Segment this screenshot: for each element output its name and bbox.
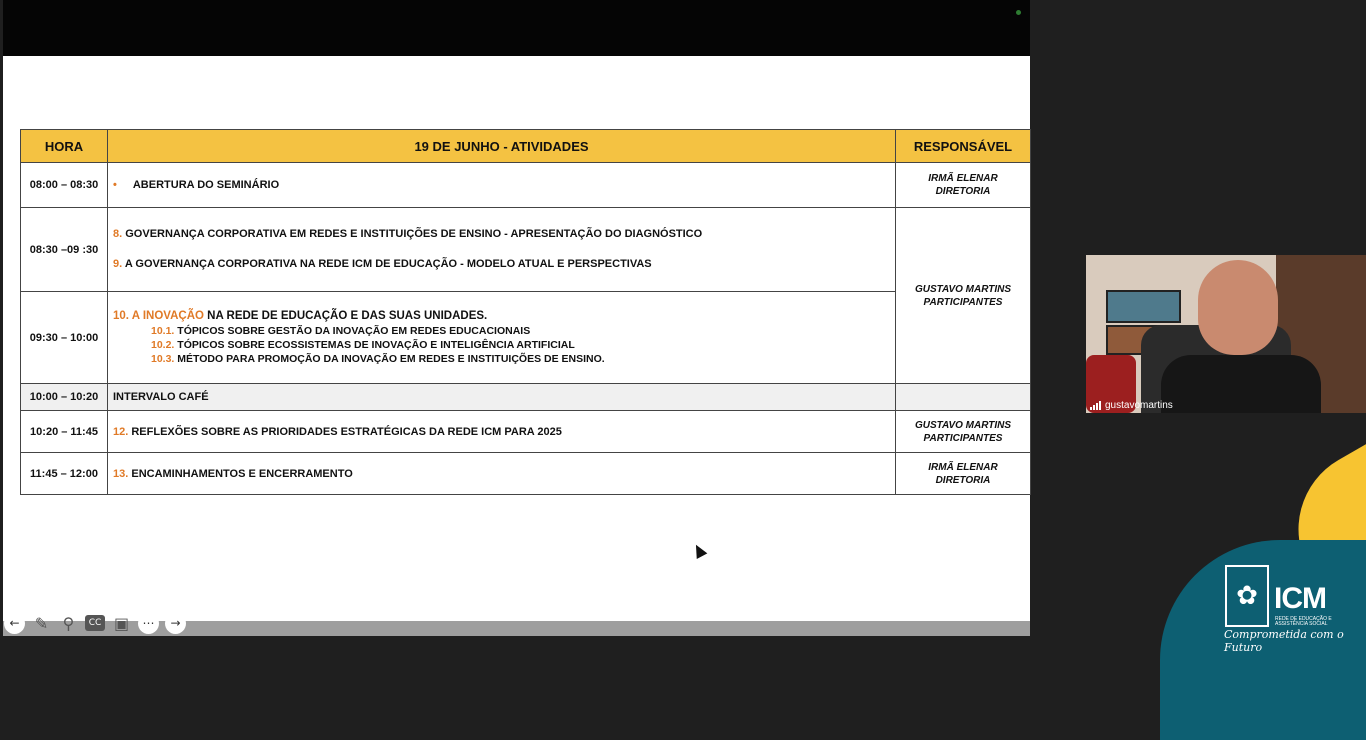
logo-subtitle: REDE DE EDUCAÇÃO E ASSISTÊNCIA SOCIAL: [1275, 616, 1332, 627]
row-atividade: [108, 163, 896, 208]
logo-tagline: Comprometida com o Futuro: [1224, 628, 1344, 654]
responsavel-name: GUSTAVO MARTINS: [914, 419, 1012, 431]
row-responsavel: [896, 208, 1031, 384]
responsavel-name: GUSTAVO MARTINS: [914, 283, 1012, 295]
table-row: [21, 292, 1031, 384]
video-painting: [1106, 290, 1181, 323]
item-number: 10.1.: [151, 325, 175, 337]
activity-text: MÉTODO PARA PROMOÇÃO DA INOVAÇÃO EM REDES E INSTITUIÇÕES DE ENSINO.: [174, 353, 605, 365]
forward-arrow-icon[interactable]: →: [165, 613, 186, 634]
row-hora: 08:30 –09 :30: [21, 208, 108, 292]
responsavel-role: DIRETORIA: [935, 186, 991, 197]
table-row: [21, 163, 1031, 208]
bullet: •: [113, 179, 117, 191]
participant-video-tile[interactable]: [1086, 255, 1366, 413]
signal-strength-icon: [1090, 401, 1101, 410]
agenda-table: [20, 129, 1031, 495]
participant-name-label: [1090, 400, 1173, 411]
item-number: 10.2.: [151, 339, 175, 351]
activity-text: TÓPICOS SOBRE ECOSSISTEMAS DE INOVAÇÃO E INTELIGÊNCIA ARTIFICIAL: [174, 339, 575, 351]
activity-item-8: [113, 227, 895, 242]
header-atividades: 19 DE JUNHO - ATIVIDADES: [108, 130, 896, 163]
presentation-controls: [4, 612, 186, 634]
activity-subitem: [113, 352, 895, 366]
row-responsavel: [896, 453, 1031, 495]
icm-emblem-icon: ✿: [1225, 565, 1269, 627]
table-row: [21, 208, 1031, 292]
activity-subitem: [113, 324, 895, 338]
item-number: 12.: [113, 425, 129, 438]
responsavel-role: DIRETORIA: [935, 474, 991, 486]
row-atividade: [108, 453, 896, 495]
header-hora: HORA: [21, 130, 108, 163]
slide-top-bar: [3, 0, 1030, 56]
status-dot: [1016, 10, 1021, 15]
item-number: 9.: [113, 258, 123, 270]
closed-captions-icon[interactable]: CC: [85, 615, 105, 631]
item-number: 8.: [113, 228, 123, 240]
row-atividade: [108, 411, 896, 453]
activity-text: NA REDE DE EDUCAÇÃO E DAS SUAS UNIDADES.: [203, 310, 488, 322]
responsavel-name: IRMÃ ELENAR: [928, 461, 998, 473]
table-row: [21, 384, 1031, 411]
row-hora: 08:00 – 08:30: [21, 163, 108, 208]
participant-name: gustavomartins: [1105, 400, 1173, 411]
zoom-icon[interactable]: ⚲: [62, 613, 75, 633]
row-hora: 10:20 – 11:45: [21, 411, 108, 453]
row-hora: 10:00 – 10:20: [21, 384, 108, 411]
table-row: [21, 411, 1031, 453]
responsavel-role: PARTICIPANTES: [923, 296, 1003, 308]
row-atividade: [108, 292, 896, 384]
row-responsavel: [896, 163, 1031, 208]
pen-icon[interactable]: ✎: [34, 613, 49, 633]
row-atividade: INTERVALO CAFÉ: [108, 384, 896, 411]
row-responsavel: [896, 384, 1031, 411]
activity-text: ENCAMINHAMENTOS E ENCERRAMENTO: [128, 467, 353, 480]
responsavel-name: IRMÃ ELENAR: [928, 173, 998, 184]
back-arrow-icon[interactable]: ←: [4, 613, 25, 634]
item-number: 13.: [113, 467, 129, 480]
activity-item-10: [113, 309, 895, 324]
activity-text: TÓPICOS SOBRE GESTÃO DA INOVAÇÃO EM REDES EDUCACIONAIS: [174, 325, 531, 337]
more-icon[interactable]: ⋯: [138, 613, 159, 634]
activity-item-9: [113, 257, 895, 272]
row-hora: 11:45 – 12:00: [21, 453, 108, 495]
row-hora: 09:30 – 10:00: [21, 292, 108, 384]
header-responsavel: RESPONSÁVEL: [896, 130, 1031, 163]
table-row: [21, 453, 1031, 495]
row-responsavel: [896, 411, 1031, 453]
activity-subitem: [113, 338, 895, 352]
logo-name: ICM: [1274, 582, 1326, 615]
item-number: 10. A INOVAÇÃO: [113, 310, 204, 322]
responsavel-role: PARTICIPANTES: [923, 432, 1003, 444]
activity-text: REFLEXÕES SOBRE AS PRIORIDADES ESTRATÉGICAS DA REDE ICM PARA 2025: [128, 425, 562, 438]
video-icon[interactable]: ▣: [113, 613, 130, 633]
agenda-header-row: [21, 130, 1031, 163]
video-person-body: [1161, 355, 1321, 413]
activity-text: A GOVERNANÇA CORPORATIVA NA REDE ICM DE EDUCAÇÃO - MODELO ATUAL E PERSPECTIVAS: [124, 258, 652, 270]
activity-text: GOVERNANÇA CORPORATIVA EM REDES E INSTITUIÇÕES DE ENSINO - APRESENTAÇÃO DO DIAGNÓSTICO: [125, 228, 703, 240]
video-person-head: [1198, 260, 1278, 355]
activity-text: ABERTURA DO SEMINÁRIO: [132, 179, 280, 191]
row-atividade: [108, 208, 896, 292]
item-number: 10.3.: [151, 353, 175, 365]
